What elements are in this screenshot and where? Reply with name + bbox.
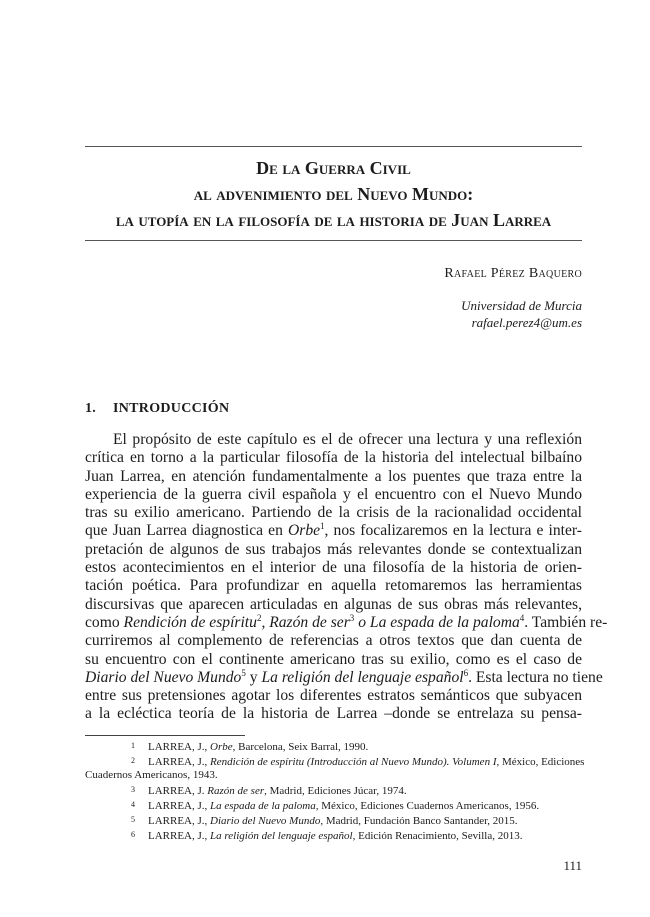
footnote-title: Orbe (210, 741, 233, 753)
footnote (85, 739, 582, 754)
footnote-text: LARREA, J. (148, 784, 208, 797)
footnote-title: Razón de ser (207, 784, 265, 797)
footnote-ref: 4 (519, 612, 525, 623)
body-text: como (85, 613, 124, 631)
body-text: o (354, 613, 370, 631)
footnote-number: 3 (131, 784, 135, 794)
footnote-number: 6 (131, 830, 135, 840)
work-title: Diario del Nuevo Mundo (85, 668, 242, 686)
body-paragraph (85, 431, 608, 724)
work-title: Razón de ser (269, 613, 350, 631)
footnote (85, 813, 582, 828)
body-text: , nos focalizaremos en la lectura e inter- (324, 522, 582, 540)
footnote-text: , Barcelona, Seix Barral, 1990. (232, 741, 369, 753)
body-line: entre sus pretensiones agotar los diferentes estratos semánticos que subyacen (85, 687, 582, 705)
footnote-title: La espada de la paloma (210, 799, 316, 812)
footnote (85, 783, 582, 798)
footnote-text: LARREA, J., (148, 815, 211, 828)
footnote-continuation: Cuadernos Americanos, 1943. (85, 769, 218, 782)
body-line: Juan Larrea, en atención fundamentalmente a los puentes que traza entre la (85, 467, 582, 485)
chapter-title-line-2: al advenimiento del Nuevo Mundo: (193, 184, 474, 204)
footnote-text: LARREA, J., (148, 830, 211, 843)
body-text: . También re- (524, 613, 608, 631)
footnote (85, 828, 582, 843)
body-line: tras su exilio americano. Partiendo de la crisis de la racionalidad occidental (85, 504, 582, 522)
title-bottom-rule (85, 240, 582, 241)
work-title: La religión del lenguaje español (261, 668, 464, 686)
footnote-title: Rendición de espíritu (Introducción al Nuevo Mundo). Volumen I (210, 756, 497, 769)
body-line: tación poética. Para profundizar en aquella retomaremos las herramientas (85, 577, 582, 595)
university-name: Universidad de Murcia (461, 298, 582, 313)
body-line: pretación de algunos de sus trabajos más relevantes donde se contextualizan (85, 540, 582, 558)
section-title: INTRODUCCIÓN (113, 401, 230, 416)
section-heading (85, 401, 229, 417)
footnote-text: , Edición Renacimiento, Sevilla, 2013. (352, 830, 523, 843)
footnote-text: , México, Ediciones (496, 756, 585, 769)
footnote-number: 2 (131, 756, 135, 766)
footnote-text: LARREA, J., (148, 741, 211, 753)
title-top-rule (85, 146, 582, 147)
footnote-text: , México, Ediciones Cuadernos Americanos, 1956. (315, 799, 540, 812)
author-email: rafael.perez4@um.es (471, 315, 582, 330)
body-line: su encuentro con el continente americano tras su exilio, como es el caso de (85, 650, 582, 668)
body-line (85, 522, 582, 540)
footnote-ref: 2 (256, 612, 262, 623)
body-line: experiencia de la guerra civil española y el encuentro con el Nuevo Mundo (85, 485, 582, 503)
footnote-title: Diario del Nuevo Mundo (210, 815, 321, 828)
work-title: La espada de la paloma (369, 613, 520, 631)
author-affiliation (461, 297, 582, 331)
body-line: crítica en torno a la particular filosofía de la historia del intelectual bilbaíno (85, 449, 582, 467)
chapter-title-line-3: la utopía en la filosofía de la historia de Juan Larrea (115, 210, 552, 230)
footnote-ref: 5 (241, 667, 246, 678)
section-number: 1. (85, 401, 97, 416)
author-name: Rafael Pérez Baquero (444, 266, 582, 281)
body-line (85, 612, 608, 632)
body-line: a la ecléctica teoría de la historia de Larrea –donde se entrelaza su pensa- (85, 705, 582, 723)
footnote-number: 5 (131, 815, 135, 825)
footnote-text: LARREA, J., (148, 799, 211, 812)
body-text: que Juan Larrea diagnostica en (85, 522, 288, 540)
work-title: Orbe (287, 522, 321, 540)
body-line: estos acontecimientos en el interior de una filosofía de la historia de orien- (85, 559, 582, 577)
footnote-ref: 1 (320, 521, 325, 532)
body-line: curriremos al complemento de referencias a otros textos que dan cuenta de (85, 632, 582, 650)
body-text: . Esta lectura no tiene (468, 668, 603, 686)
footnote-ref: 6 (463, 667, 469, 678)
body-text: y (245, 668, 262, 686)
body-line: El propósito de este capítulo es el de ofrecer una lectura y una reflexión (113, 431, 582, 448)
body-line (85, 667, 603, 687)
work-title: Rendición de espíritu (123, 613, 257, 631)
chapter-title-line-1: De la Guerra Civil (256, 158, 411, 178)
page-number: 111 (563, 858, 582, 873)
footnote-title: La religión del lenguaje español (210, 830, 353, 843)
footnote-text: , Madrid, Fundación Banco Santander, 2015. (320, 815, 518, 828)
footnote-ref: 3 (349, 612, 355, 623)
footnotes (85, 739, 585, 843)
footnote-text: LARREA, J., (148, 756, 211, 769)
footnote-number: 1 (131, 741, 135, 750)
footnote (85, 754, 585, 769)
footnote-separator (85, 735, 245, 736)
body-text: , (261, 613, 270, 631)
footnote-text: , Madrid, Ediciones Júcar, 1974. (264, 784, 407, 797)
footnote (85, 798, 582, 813)
footnote-number: 4 (131, 799, 135, 809)
body-line: discursivas que aparecen articuladas en algunas de sus obras más relevantes, (85, 595, 582, 613)
